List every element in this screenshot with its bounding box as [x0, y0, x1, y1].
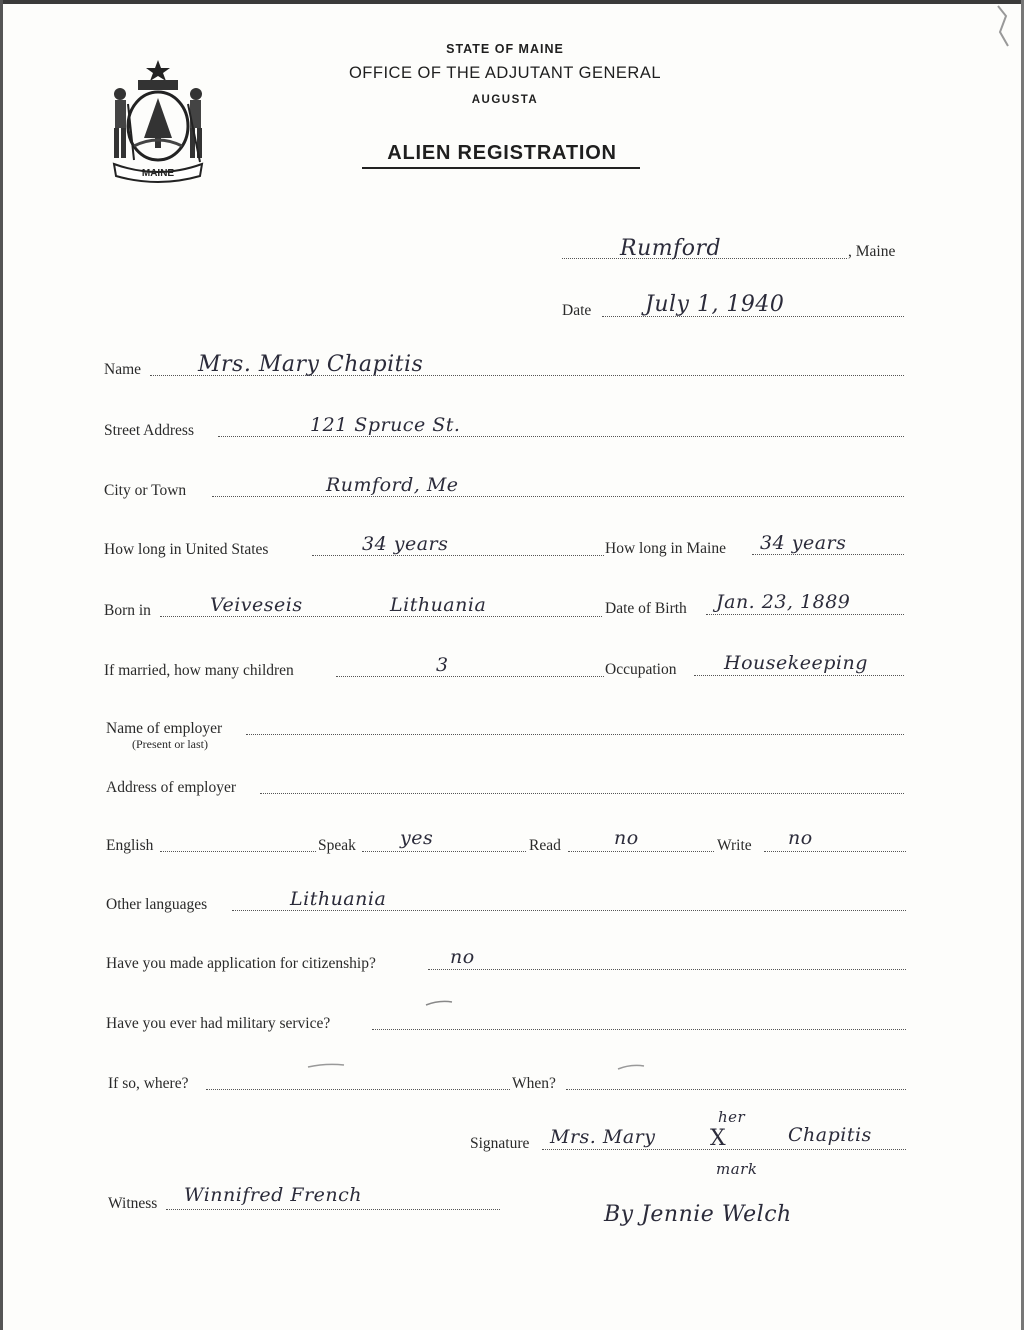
signature-label: Signature [470, 1135, 530, 1152]
street-label: Street Address [104, 422, 194, 439]
occupation-label: Occupation [605, 661, 677, 678]
military-dash-mark [424, 998, 454, 1008]
birth-date-label: Date of Birth [605, 600, 687, 617]
name-value: Mrs. Mary Chapitis [198, 352, 424, 377]
born-country-value: Lithuania [390, 594, 487, 616]
witness-label: Witness [108, 1195, 158, 1212]
english-label: English [106, 837, 154, 854]
scan-edge-top [0, 0, 1024, 4]
english-line [160, 851, 316, 852]
other-languages-line [232, 910, 906, 911]
signature-first-name: Mrs. Mary [550, 1126, 656, 1148]
date-value: July 1, 1940 [645, 292, 785, 317]
write-label: Write [717, 837, 752, 854]
citizenship-line [428, 969, 906, 970]
city-line [212, 496, 904, 497]
employer-sublabel: (Present or last) [132, 737, 208, 751]
signature-last-name: Chapitis [788, 1124, 872, 1146]
date-label: Date [562, 302, 592, 319]
employer-address-line [260, 793, 904, 794]
citizenship-value: no [450, 946, 475, 968]
speak-value: yes [400, 827, 434, 849]
born-label: Born in [104, 602, 151, 619]
speak-label: Speak [318, 837, 356, 854]
street-value: 121 Spruce St. [310, 414, 461, 436]
where-dash-mark [306, 1060, 346, 1070]
us-duration-value: 34 years [362, 533, 449, 555]
title-underline [362, 167, 640, 169]
read-value: no [614, 827, 639, 849]
witness-value: Winnifred French [184, 1184, 363, 1206]
employer-address-label: Address of employer [106, 779, 236, 796]
state-heading: STATE OF MAINE [446, 42, 564, 56]
birth-date-line [706, 614, 904, 615]
office-heading: OFFICE OF THE ADJUTANT GENERAL [348, 64, 662, 82]
us-duration-line [312, 555, 604, 556]
city-value: Rumford, Me [326, 474, 459, 496]
witness-line [166, 1209, 500, 1210]
street-line [218, 436, 904, 437]
occupation-line [694, 675, 904, 676]
signature-mark-x: X [710, 1126, 727, 1151]
employer-line [246, 734, 904, 735]
write-value: no [788, 827, 813, 849]
city-heading: AUGUSTA [471, 94, 539, 106]
when-line [566, 1089, 906, 1090]
born-line [160, 616, 602, 617]
children-value: 3 [436, 654, 449, 676]
where-line [206, 1089, 510, 1090]
employer-label: Name of employer [106, 720, 223, 737]
children-label: If married, how many children [104, 662, 294, 679]
signature-her: her [718, 1108, 746, 1126]
maine-duration-line [752, 554, 904, 555]
signature-mark: mark [716, 1160, 758, 1178]
military-label: Have you ever had military service? [106, 1015, 331, 1032]
where-label: If so, where? [108, 1075, 189, 1092]
corner-smudge [978, 2, 1018, 50]
occupation-value: Housekeeping [724, 652, 868, 674]
scan-edge-left [0, 0, 3, 1330]
us-duration-label: How long in United States [104, 541, 269, 558]
read-line [568, 851, 714, 852]
military-line [372, 1029, 906, 1030]
when-dash-mark [616, 1062, 646, 1072]
read-label: Read [529, 837, 561, 854]
write-line [764, 851, 906, 852]
children-line [336, 676, 604, 677]
maine-duration-value: 34 years [760, 532, 847, 554]
seal-motto: MAINE [141, 168, 175, 179]
speak-line [362, 851, 526, 852]
place-suffix: , Maine [848, 243, 896, 260]
name-label: Name [104, 361, 142, 378]
birth-date-value: Jan. 23, 1889 [716, 591, 851, 613]
maine-duration-label: How long in Maine [605, 540, 726, 557]
when-label: When? [512, 1075, 556, 1092]
signature-by: By Jennie Welch [604, 1202, 792, 1227]
place-value: Rumford [620, 236, 722, 261]
born-place-value: Veiveseis [210, 594, 303, 616]
city-label: City or Town [104, 482, 187, 499]
other-languages-label: Other languages [106, 896, 208, 913]
form-title: ALIEN REGISTRATION [387, 142, 617, 164]
citizenship-label: Have you made application for citizenship? [106, 955, 376, 972]
state-seal-icon [104, 54, 212, 184]
other-languages-value: Lithuania [290, 888, 387, 910]
